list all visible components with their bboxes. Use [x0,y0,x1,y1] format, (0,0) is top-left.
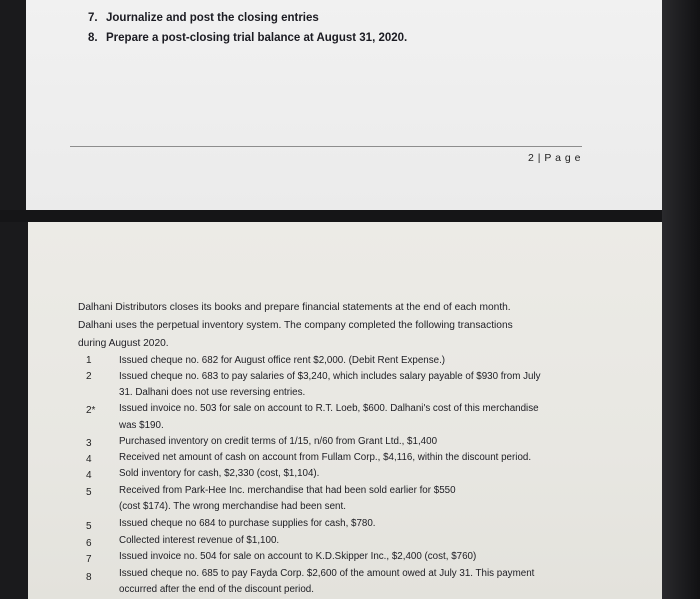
transaction-date: 2* [86,405,96,416]
step-7 [88,12,319,24]
transaction-text: occurred after the end of the discount period. [119,584,314,595]
step-number: 7. [88,12,98,24]
transaction-text: was $190. [119,420,164,431]
intro-line: Dalhani Distributors closes its books and prepare financial statements at the end of each month. [78,302,511,313]
transaction-text: Issued invoice no. 504 for sale on account to K.D.Skipper Inc., $2,400 (cost, $760) [119,551,477,562]
transaction-text: Purchased inventory on credit terms of 1/15, n/60 from Grant Ltd., $1,400 [119,436,438,447]
intro-line: during August 2020. [78,338,169,349]
step-number: 8. [88,32,98,44]
step-8 [88,32,407,44]
transaction-date: 4 [86,454,92,465]
transaction-text: Issued cheque no. 683 to pay salaries of $3,240, which includes salary payable of $930 from July [119,371,541,382]
transaction-date: 7 [86,554,92,565]
transaction-text: Received net amount of cash on account from Fullam Corp., $4,116, within the discount period. [119,452,532,463]
transaction-text: Collected interest revenue of $1,100. [119,535,280,546]
transaction-date: 2 [86,371,92,382]
step-text: Prepare a post-closing trial balance at August 31, 2020. [106,32,408,44]
transaction-date: 8 [86,572,92,583]
page-gap [0,210,700,222]
transaction-date: 6 [86,538,92,549]
page-number: 2 | P a g e [528,152,581,164]
transaction-text: 31. Dalhani does not use reversing entries. [119,387,306,398]
transaction-text: Issued cheque no. 682 for August office rent $2,000. (Debit Rent Expense.) [119,355,446,366]
transaction-date: 5 [86,487,92,498]
footer-rule [70,146,582,147]
transaction-text: Issued cheque no. 685 to pay Fayda Corp. $2,600 of the amount owed at July 31. This payment [119,568,535,579]
transaction-date: 1 [86,355,92,366]
transaction-date: 4 [86,470,92,481]
transaction-text: (cost $174). The wrong merchandise had been sent. [119,501,346,512]
step-text: Journalize and post the closing entries [106,12,319,24]
screen-bezel [662,0,700,599]
transaction-text: Issued cheque no 684 to purchase supplies for cash, $780. [119,518,376,529]
intro-line: Dalhani uses the perpetual inventory system. The company completed the following transactions [78,320,513,331]
transaction-text: Sold inventory for cash, $2,330 (cost, $1,104). [119,468,320,479]
transaction-text: Issued invoice no. 503 for sale on account to R.T. Loeb, $600. Dalhani's cost of this merchandise [119,403,539,414]
transaction-date: 3 [86,438,92,449]
transaction-date: 5 [86,521,92,532]
transaction-text: Received from Park-Hee Inc. merchandise that had been sold earlier for $550 [119,485,456,496]
